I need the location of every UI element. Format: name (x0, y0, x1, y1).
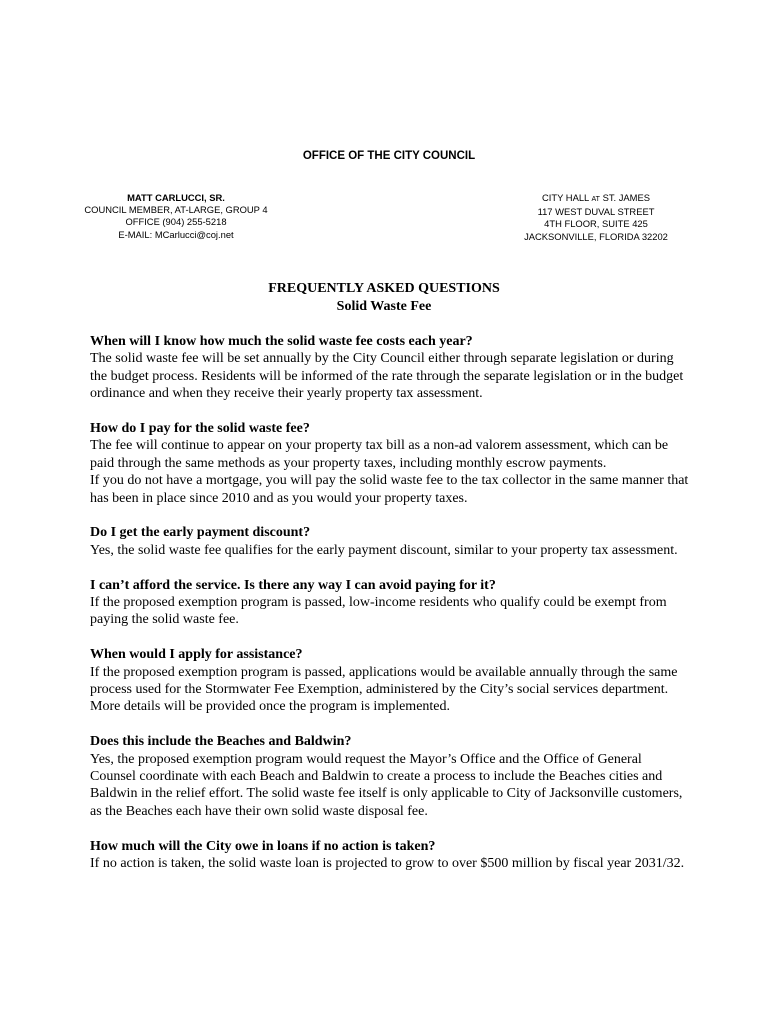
faq-heading (0, 280, 768, 316)
faq-answer: If the proposed exemption program is passed, low-income residents who qualify could be exempt from paying the solid waste fee. (90, 595, 667, 628)
at-text: AT (591, 196, 600, 203)
faq-item (90, 733, 690, 820)
faq-question: How much will the City owe in loans if no action is taken? (90, 838, 436, 854)
member-office-phone: OFFICE (904) 255-5218 (125, 216, 227, 228)
faq-question: I can’t afford the service. Is there any way I can avoid paying for it? (90, 577, 496, 593)
faq-question: When would I apply for assistance? (90, 647, 303, 663)
faq-question: Do I get the early payment discount? (90, 525, 311, 541)
faq-answer: The solid waste fee will be set annually by the City Council either through separate legislation or during the budget process. Residents will be informed of the rate through the separate legislation or in the budget ordinance and when they receive their yearly property tax assessment. (90, 351, 684, 402)
faq-item (90, 838, 690, 873)
member-email: E-MAIL: MCarlucci@coj.net (118, 228, 234, 240)
st-james-text: ST. JAMES (602, 192, 650, 203)
address-line-3: 4TH FLOOR, SUITE 425 (544, 218, 648, 230)
member-role: COUNCIL MEMBER, AT-LARGE, GROUP 4 (84, 204, 268, 216)
faq-question: When will I know how much the solid waste fee costs each year? (90, 334, 473, 349)
faq-answer: Yes, the proposed exemption program would request the Mayor’s Office and the Office of General Counsel coordinate with each Beach and Baldwin to create a process to include the Beaches cities and Baldwin in the relief effort. The solid waste fee itself is only applicable to City of Jacksonville customers, as the Beaches each have their own solid waste disposal fee. (90, 751, 683, 819)
faq-answer: If no action is taken, the solid waste loan is projected to grow to over $500 million by fiscal year 2031/32. (90, 856, 685, 872)
address-line-4: JACKSONVILLE, FLORIDA 32202 (524, 230, 668, 242)
office-title: OFFICE OF THE CITY COUNCIL (302, 150, 476, 162)
faq-subtitle: Solid Waste Fee (336, 299, 432, 314)
faq-answer: The fee will continue to appear on your property tax bill as a non-ad valorem assessment, which can be paid through the same methods as your property taxes, including monthly escrow payments. (90, 438, 669, 471)
faq-item (90, 646, 690, 716)
council-member-block (60, 192, 292, 241)
faq-title: FREQUENTLY ASKED QUESTIONS (268, 281, 500, 296)
faq-item (90, 420, 690, 507)
address-line-2: 117 WEST DUVAL STREET (537, 206, 655, 218)
faq-answer: Yes, the solid waste fee qualifies for the early payment discount, similar to your property tax assessment. (90, 542, 678, 558)
faq-answer: If the proposed exemption program is passed, applications would be available annually through the same process used for the Stormwater Fee Exemption, administered by the City’s social services department. More details will be provided once the program is implemented. (90, 664, 678, 715)
city-hall-text: CITY HALL (542, 192, 589, 203)
faq-item (90, 333, 690, 403)
faq-item (90, 524, 690, 559)
faq-question: How do I pay for the solid waste fee? (90, 421, 310, 437)
faq-answer: If you do not have a mortgage, you will pay the solid waste fee to the tax collector in the same manner that has been in place since 2010 and as you would your property taxes. (90, 473, 689, 506)
member-name: MATT CARLUCCI, SR. (127, 192, 225, 203)
city-hall-address-block (496, 192, 696, 243)
faq-question: Does this include the Beaches and Baldwin? (90, 734, 352, 750)
address-line-1 (496, 192, 696, 206)
faq-list (90, 333, 690, 890)
faq-item (90, 577, 690, 629)
